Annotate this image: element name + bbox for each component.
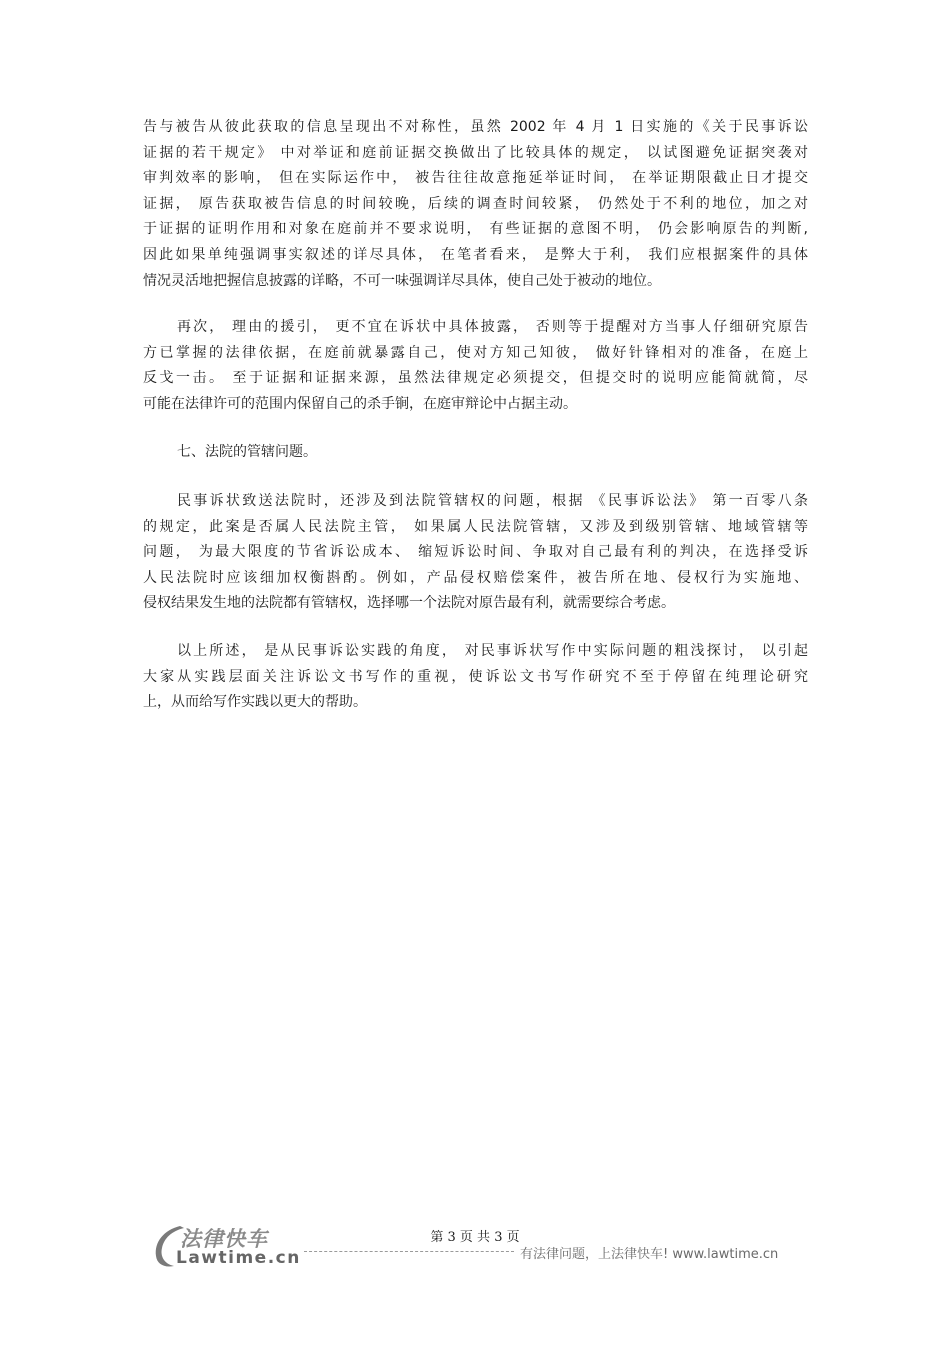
footer-dashed-divider xyxy=(304,1251,514,1252)
text-line: 审判效率的影响， 但在实际运作中， 被告往往故意拖延举证时间， 在举证期限截止日才提交 xyxy=(143,170,808,187)
paragraph-court-jurisdiction xyxy=(143,489,808,617)
text-line: 方已掌握的法律依据，在庭前就暴露自己，使对方知己知彼， 做好针锋相对的准备，在庭上 xyxy=(143,344,808,361)
text-line: 的规定，此案是否属人民法院主管， 如果属人民法院管辖，又涉及到级别管辖、地域管辖等 xyxy=(143,518,808,535)
footer-slogan: 有法律问题，上法律快车! www.lawtime.cn xyxy=(520,1247,779,1262)
paragraph-legal-grounds xyxy=(143,315,808,417)
lawtime-logo xyxy=(150,1222,310,1270)
text-line: 民事诉状致送法院时，还涉及到法院管辖权的问题，根据 《民事诉讼法》 第一百零八条 xyxy=(177,493,808,509)
logo-text-en: Lawtime.cn xyxy=(176,1248,301,1268)
section-heading: 七、法院的管辖问题。 xyxy=(177,444,317,460)
text-line: 侵权结果发生地的法院都有管辖权，选择哪一个法院对原告最有利，就需要综合考虑。 xyxy=(143,595,675,612)
text-line: 因此如果单纯强调事实叙述的详尽具体， 在笔者看来， 是弊大于利， 我们应根据案件的具体 xyxy=(143,246,808,263)
text-line: 问题， 为最大限度的节省诉讼成本、 缩短诉讼时间、争取对自己最有利的判决，在选择受诉 xyxy=(143,544,808,561)
text-line: 于证据的证明作用和对象在庭前并不要求说明， 有些证据的意图不明， 仍会影响原告的判断, xyxy=(143,221,808,238)
text-line: 告与被告从彼此获取的信息呈现出不对称性，虽然 2002 年 4 月 1 日实施的《关于民事诉讼 xyxy=(143,119,808,135)
text-line: 再次， 理由的援引， 更不宜在诉状中具体披露， 否则等于提醒对方当事人仔细研究原告 xyxy=(177,319,808,335)
text-line: 以上所述， 是从民事诉讼实践的角度， 对民事诉状写作中实际问题的粗浅探讨， 以引起 xyxy=(177,643,808,659)
text-line: 反戈一击。 至于证据和证据来源，虽然法律规定必须提交，但提交时的说明应能简就简，尽 xyxy=(143,370,808,387)
paragraph-conclusion xyxy=(143,639,808,716)
text-line: 证据的若干规定》 中对举证和庭前证据交换做出了比较具体的规定， 以试图避免证据突袭对 xyxy=(143,144,808,161)
text-line: 大家从实践层面关注诉讼文书写作的重视，使诉讼文书写作研究不至于停留在纯理论研究 xyxy=(143,668,808,685)
text-line: 证据， 原告获取被告信息的时间较晚，后续的调查时间较紧， 仍然处于不利的地位，加之对 xyxy=(143,195,808,212)
text-line: 上，从而给写作实践以更大的帮助。 xyxy=(143,694,367,711)
logo-text-cn: 法律快车 xyxy=(180,1227,268,1251)
paragraph-evidence-disclosure xyxy=(143,115,808,294)
text-line: 情况灵活地把握信息披露的详略，不可一味强调详尽具体，使自己处于被动的地位。 xyxy=(143,272,661,289)
page-number: 第 3 页 共 3 页 xyxy=(430,1230,520,1245)
text-line: 可能在法律许可的范围内保留自己的杀手锏，在庭审辩论中占据主动。 xyxy=(143,395,577,412)
text-line: 人民法院时应该细加权衡斟酌。例如，产品侵权赔偿案件，被告所在地、侵权行为实施地、 xyxy=(143,569,808,586)
